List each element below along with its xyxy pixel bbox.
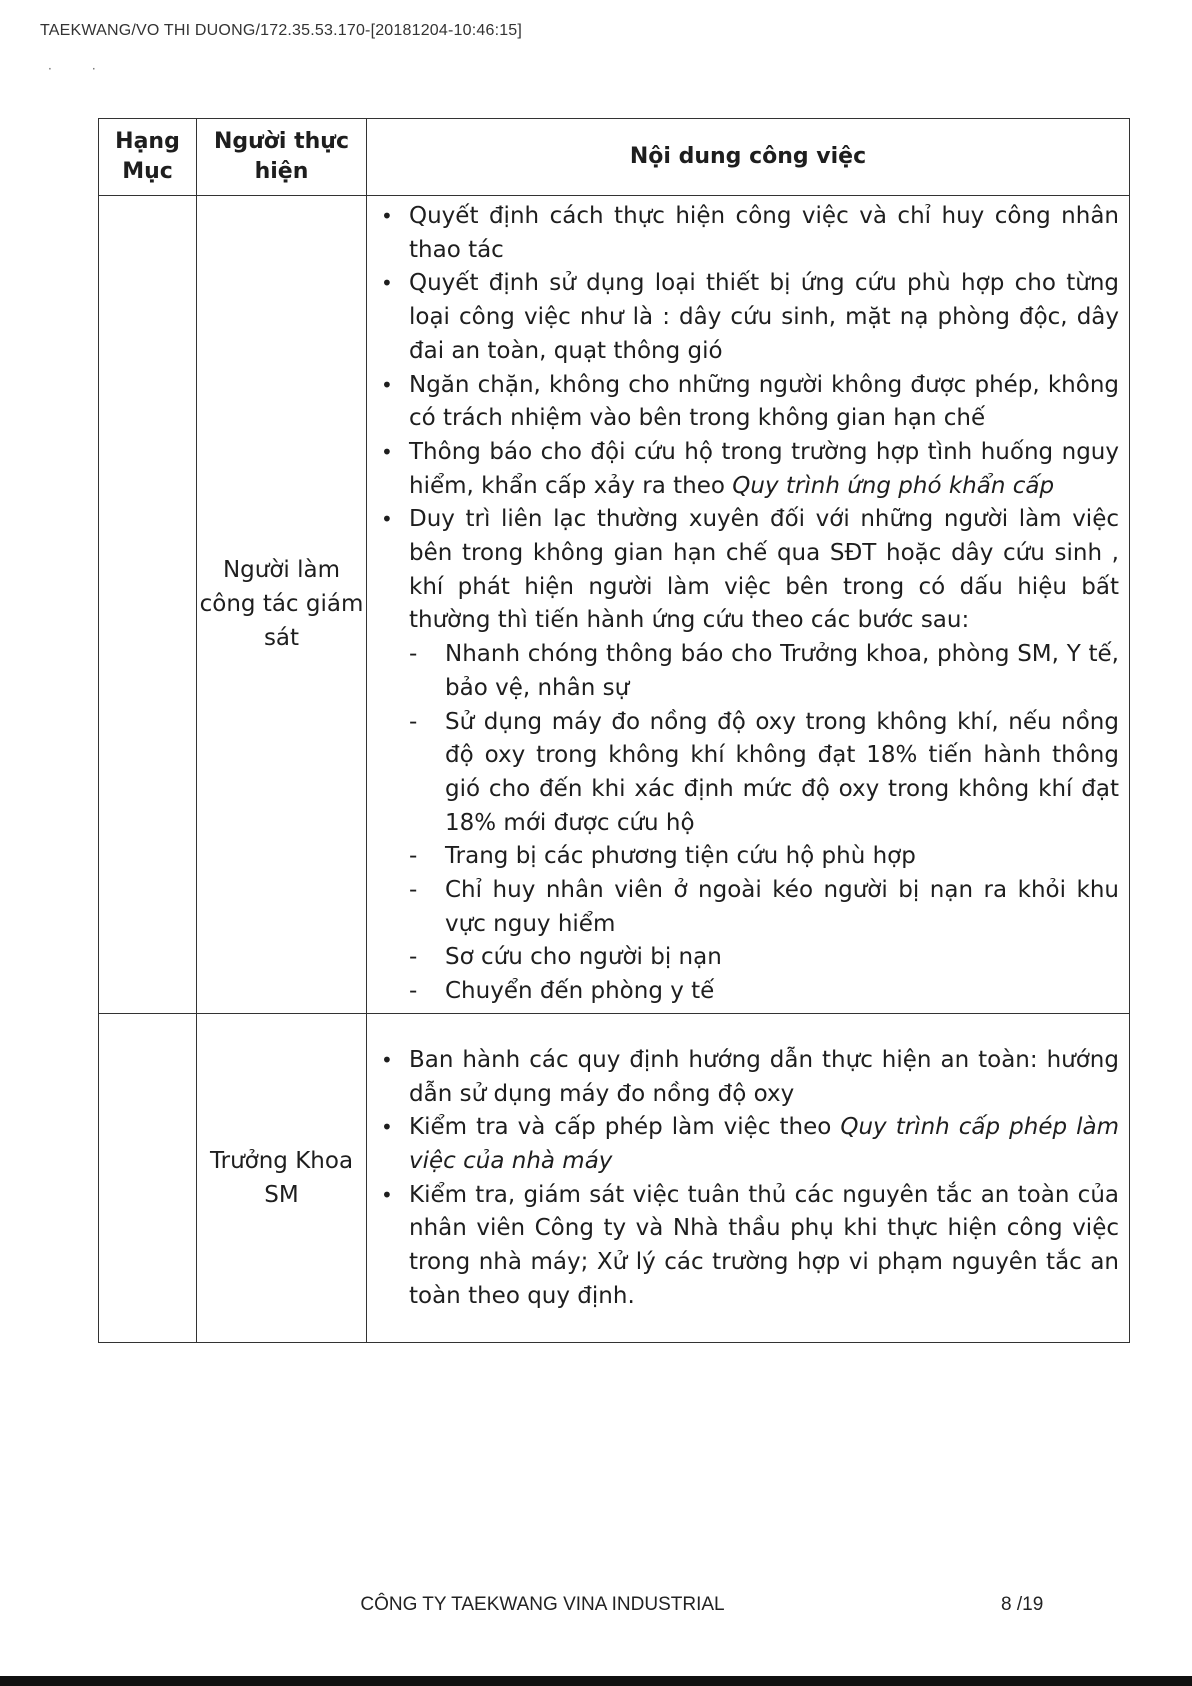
list-item xyxy=(379,1111,1119,1178)
task-text: Kiểm tra và cấp phép làm việc theo xyxy=(409,1114,841,1141)
responsibility-table xyxy=(98,118,1130,1343)
category-cell xyxy=(99,196,197,1014)
table-row xyxy=(99,196,1130,1014)
category-cell xyxy=(99,1013,197,1342)
list-item xyxy=(379,503,1119,1009)
print-stamp: TAEKWANG/VO THI DUONG/172.35.53.170-[20181204-10:46:15] xyxy=(40,22,523,39)
list-item: • Quyết định sử dụng loại thiết bị ứng cứu phù hợp cho từng loại công việc như là : dây cứu sinh, mặt nạ phòng độc, dây đai an toàn, quạt thông gió xyxy=(379,267,1119,368)
list-item: • Quyết định cách thực hiện công việc và chỉ huy công nhân thao tác xyxy=(379,200,1119,267)
content-cell xyxy=(367,196,1130,1014)
list-item xyxy=(379,436,1119,503)
rescue-steps xyxy=(409,638,1119,1009)
scan-dots: ·· xyxy=(48,62,136,76)
person-cell: Người làm công tác giám sát xyxy=(197,196,367,1014)
header-person: Người thực hiện xyxy=(197,119,367,196)
step-item: - Sử dụng máy đo nồng độ oxy trong không khí, nếu nồng độ oxy trong không khí không đạt 18% tiến hành thông gió cho đến khi xác định mức độ oxy trong không khí đạt 18% mới được cứu hộ xyxy=(409,706,1119,841)
header-content: Nội dung công việc xyxy=(367,119,1130,196)
table-header-row xyxy=(99,119,1130,196)
step-item: - Chuyển đến phòng y tế xyxy=(409,975,1119,1009)
procedure-reference: Quy trình cấp phép làm việc của nhà máy xyxy=(409,1114,1119,1174)
list-item: • Ngăn chặn, không cho những người không được phép, không có trách nhiệm vào bên trong không gian hạn chế xyxy=(379,369,1119,436)
step-item: - Nhanh chóng thông báo cho Trưởng khoa, phòng SM, Y tế, bảo vệ, nhân sự xyxy=(409,638,1119,705)
step-item: - Chỉ huy nhân viên ở ngoài kéo người bị nạn ra khỏi khu vực nguy hiểm xyxy=(409,874,1119,941)
person-cell: Trưởng Khoa SM xyxy=(197,1013,367,1342)
table-row xyxy=(99,1013,1130,1342)
content-cell xyxy=(367,1013,1130,1342)
page-number: 8 /19 xyxy=(1001,1594,1044,1615)
header-category: Hạng Mục xyxy=(99,119,197,196)
procedure-reference: Quy trình ứng phó khẩn cấp xyxy=(732,472,1055,499)
list-item: • Ban hành các quy định hướng dẫn thực hiện an toàn: hướng dẫn sử dụng máy đo nồng độ oxy xyxy=(379,1044,1119,1111)
task-text: Thông báo cho đội cứu hộ trong trường hợp tình huống nguy hiểm, khẩn cấp xảy ra theo xyxy=(409,438,1119,499)
step-item: - Sơ cứu cho người bị nạn xyxy=(409,941,1119,975)
task-list xyxy=(367,196,1129,1013)
task-list xyxy=(367,1014,1129,1342)
task-text: Duy trì liên lạc thường xuyên đối với những người làm việc bên trong không gian hạn chế qua SĐT hoặc dây cứu sinh , khí phát hiện người làm việc bên trong có dấu hiệu bất thường thì tiến hành ứng cứu theo các bước sau: xyxy=(409,506,1119,634)
scan-edge xyxy=(0,1676,1192,1686)
step-item: - Trang bị các phương tiện cứu hộ phù hợp xyxy=(409,840,1119,874)
footer-company: CÔNG TY TAEKWANG VINA INDUSTRIAL xyxy=(360,1594,725,1615)
list-item: • Kiểm tra, giám sát việc tuân thủ các nguyên tắc an toàn của nhân viên Công ty và Nhà thầu phụ khi thực hiện công việc trong nhà máy; Xử lý các trường hợp vi phạm nguyên tắc an toàn theo quy định. xyxy=(379,1179,1119,1314)
